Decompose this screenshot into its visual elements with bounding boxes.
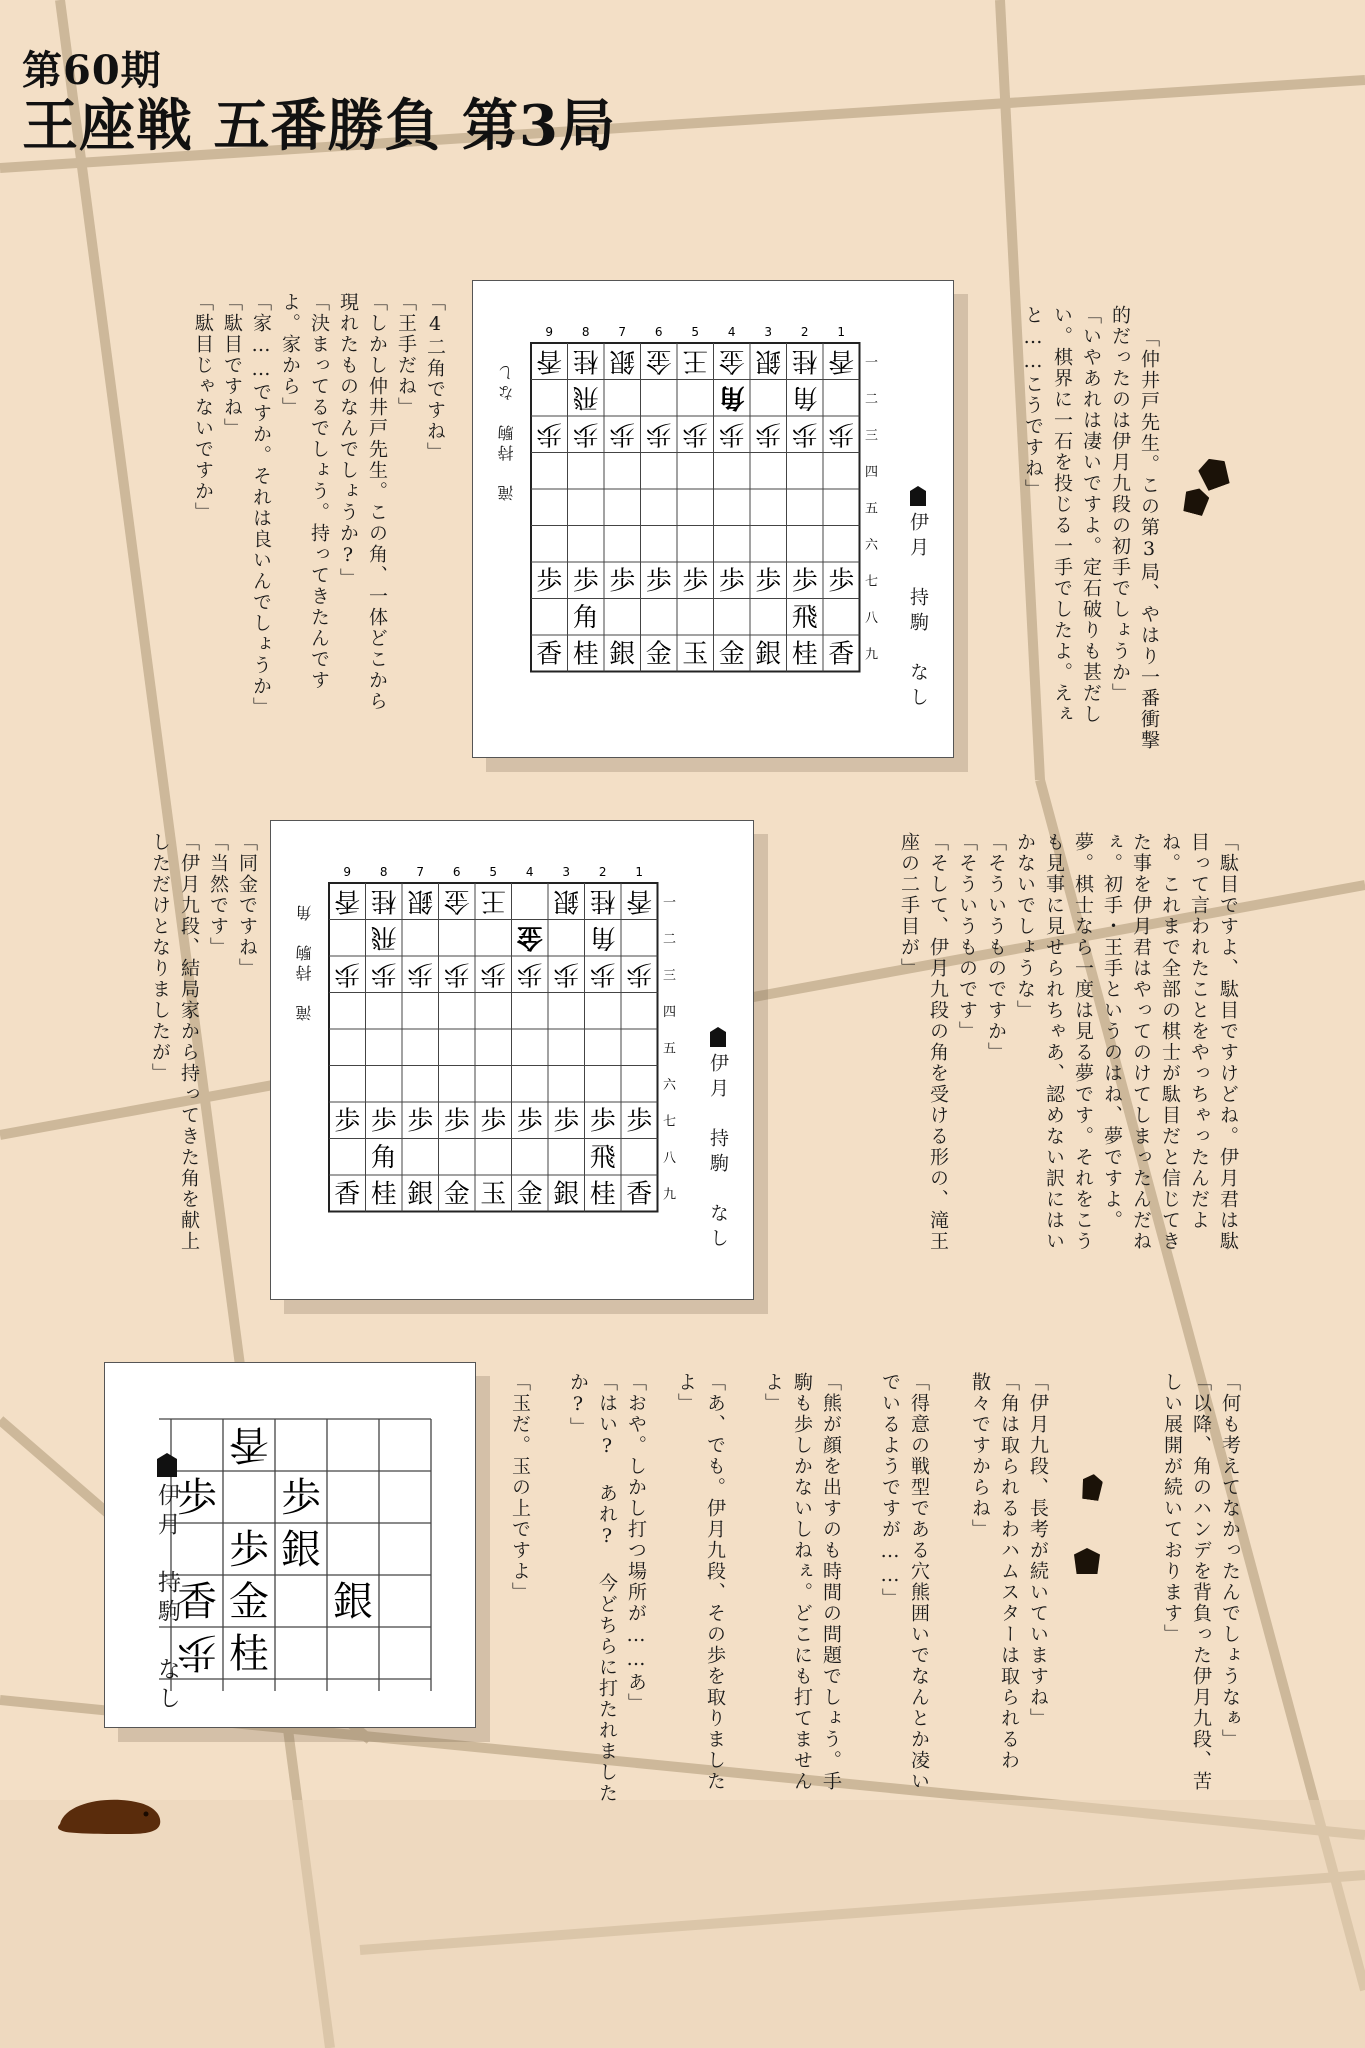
text-column: 「駄目じゃないですか」 bbox=[192, 292, 214, 523]
file-label: 4 bbox=[525, 865, 534, 879]
rank-label: 九 bbox=[662, 1187, 677, 1203]
sente-piece: 香 bbox=[536, 639, 563, 670]
sente-piece: 玉 bbox=[480, 1179, 507, 1210]
rank-label: 一 bbox=[662, 895, 677, 911]
gote-piece: 歩 bbox=[177, 1629, 217, 1675]
text-column: 「当然です」 bbox=[207, 832, 229, 958]
sente-piece: 桂 bbox=[791, 639, 818, 670]
text-column: でいるようですが……」 bbox=[879, 1372, 901, 1609]
text-column: と……こうですね」 bbox=[1022, 305, 1044, 500]
text-column: 「はい? あれ? 今どちらに打たれました bbox=[596, 1372, 618, 1804]
sente-piece: 角 bbox=[572, 602, 599, 633]
text-column: 「決まってるでしょう。持ってきたんです bbox=[308, 292, 330, 691]
text-column: 「家……ですか。それは良いんでしょうか」 bbox=[250, 292, 272, 718]
gote-piece: 香 bbox=[229, 1421, 269, 1467]
text-column: も見事に見せられちゃあ、認めない訳にはい bbox=[1043, 832, 1065, 1252]
file-label: 6 bbox=[452, 865, 461, 879]
file-label: 8 bbox=[581, 325, 590, 339]
text-column: 「4二角ですね」 bbox=[424, 292, 446, 463]
file-label: 9 bbox=[545, 325, 554, 339]
gote-piece: 歩 bbox=[536, 418, 563, 449]
piece-mark-icon bbox=[910, 486, 926, 506]
sente-piece: 銀 bbox=[553, 1179, 580, 1210]
text-column: しただけとなりましたが」 bbox=[149, 832, 171, 1084]
gote-piece: 歩 bbox=[682, 418, 709, 449]
text-column: 「駄目ですね」 bbox=[221, 292, 243, 439]
page-title bbox=[22, 48, 616, 158]
rank-label: 四 bbox=[662, 1004, 677, 1020]
gote-piece: 歩 bbox=[480, 958, 507, 989]
file-label: 7 bbox=[416, 865, 425, 879]
gote-piece: 飛 bbox=[370, 921, 397, 952]
text-column: 「熊が顔を出すのも時間の問題でしょう。手 bbox=[820, 1372, 842, 1792]
sente-piece: 香 bbox=[828, 639, 855, 670]
sente-piece: 銀 bbox=[281, 1527, 321, 1573]
text-column: 「あ、でも。伊月九段、その歩を取りました bbox=[704, 1372, 726, 1792]
sente-piece: 金 bbox=[229, 1579, 269, 1625]
shogi-board bbox=[329, 861, 677, 1241]
sente-piece: 飛 bbox=[589, 1142, 616, 1173]
gote-piece: 歩 bbox=[626, 958, 653, 989]
sente-piece: 歩 bbox=[480, 1106, 507, 1137]
board-diagram-2 bbox=[270, 820, 754, 1300]
sente-piece: 銀 bbox=[609, 639, 636, 670]
sente-piece: 歩 bbox=[281, 1475, 321, 1521]
gote-piece: 歩 bbox=[791, 418, 818, 449]
text-column: 散々ですからね」 bbox=[969, 1372, 991, 1540]
sente-piece: 歩 bbox=[334, 1106, 361, 1137]
text-column: かないでしょうな」 bbox=[1014, 832, 1036, 1021]
text-column: 「角は取られるわハムスターは取られるわ bbox=[998, 1372, 1020, 1771]
gote-piece: 歩 bbox=[572, 418, 599, 449]
rank-label: 四 bbox=[864, 464, 879, 480]
sente-piece: 金 bbox=[516, 1179, 543, 1210]
text-column: 「そういうものです」 bbox=[956, 832, 978, 1042]
sente-piece: 銀 bbox=[755, 639, 782, 670]
player-caption: 伊月 持駒 なし bbox=[705, 1027, 732, 1253]
text-column: た事を伊月君はやってのけてしまったんだね bbox=[1130, 832, 1152, 1252]
gote-piece: 歩 bbox=[645, 418, 672, 449]
sente-piece: 角 bbox=[370, 1142, 397, 1173]
opponent-caption: 滝 持駒 角 bbox=[295, 901, 314, 1021]
sente-piece: 歩 bbox=[516, 1106, 543, 1137]
text-column: 「おや。しかし打つ場所が……あ」 bbox=[625, 1372, 647, 1714]
text-column: 的だったのは伊月九段の初手でしょうか」 bbox=[1109, 305, 1131, 704]
sente-piece: 香 bbox=[177, 1579, 217, 1625]
gote-piece: 飛 bbox=[572, 381, 599, 412]
file-label: 3 bbox=[562, 865, 571, 879]
file-label: 3 bbox=[764, 325, 773, 339]
gote-piece: 歩 bbox=[609, 418, 636, 449]
text-column: 「仲井戸先生。この第3局、やはり一番衝撃 bbox=[1138, 328, 1160, 751]
gote-piece: 桂 bbox=[572, 345, 599, 376]
file-label: 4 bbox=[727, 325, 736, 339]
gote-piece: 歩 bbox=[589, 958, 616, 989]
gote-piece: 金 bbox=[645, 345, 672, 376]
sente-piece: 歩 bbox=[572, 566, 599, 597]
sente-piece: 歩 bbox=[443, 1106, 470, 1137]
rank-label: 一 bbox=[864, 355, 879, 371]
text-column: か?」 bbox=[567, 1372, 589, 1438]
file-label: 8 bbox=[379, 865, 388, 879]
text-column: 「伊月九段、長考が続いていますね」 bbox=[1027, 1372, 1049, 1729]
gote-piece: 歩 bbox=[407, 958, 434, 989]
sente-piece: 桂 bbox=[589, 1179, 616, 1210]
sente-piece: 歩 bbox=[682, 566, 709, 597]
sente-piece: 玉 bbox=[682, 639, 709, 670]
player-caption: 伊月 持駒 なし bbox=[151, 1453, 184, 1715]
gote-piece: 歩 bbox=[755, 418, 782, 449]
text-column: 「伊月九段、結局家から持ってきた角を献上 bbox=[178, 832, 200, 1252]
sente-piece: 歩 bbox=[407, 1106, 434, 1137]
sente-piece: 金 bbox=[645, 639, 672, 670]
sente-piece: 歩 bbox=[609, 566, 636, 597]
sente-piece: 歩 bbox=[755, 566, 782, 597]
text-column: 「そして、伊月九段の角を受ける形の、滝王 bbox=[927, 832, 949, 1252]
gote-piece: 香 bbox=[536, 345, 563, 376]
text-column: 座の二手目が」 bbox=[898, 832, 920, 979]
gote-piece: 歩 bbox=[828, 418, 855, 449]
text-column: 夢。棋士なら一度は見る夢です。それをこう bbox=[1072, 832, 1094, 1252]
sente-piece: 金 bbox=[443, 1179, 470, 1210]
sente-piece: 香 bbox=[626, 1179, 653, 1210]
gote-piece: 歩 bbox=[718, 418, 745, 449]
text-column: 「何も考えてなかったんでしょうなぁ」 bbox=[1219, 1372, 1241, 1750]
gote-piece: 歩 bbox=[370, 958, 397, 989]
sente-piece: 歩 bbox=[718, 566, 745, 597]
rank-label: 八 bbox=[662, 1150, 677, 1166]
board-diagram-1 bbox=[472, 280, 954, 758]
rank-label: 九 bbox=[864, 647, 879, 663]
text-column: しい展開が続いております」 bbox=[1161, 1372, 1183, 1645]
text-column: ね。これまで全部の棋士が駄目だと信じてき bbox=[1159, 832, 1181, 1252]
gote-piece: 桂 bbox=[370, 885, 397, 916]
file-label: 1 bbox=[635, 865, 644, 879]
gote-piece: 香 bbox=[334, 885, 361, 916]
sente-piece: 香 bbox=[334, 1179, 361, 1210]
gote-piece: 歩 bbox=[553, 958, 580, 989]
text-column: い。棋界に一石を投じる一手でしたよ。えぇ bbox=[1051, 305, 1073, 725]
rank-label: 二 bbox=[864, 391, 879, 407]
gote-piece: 歩 bbox=[516, 958, 543, 989]
file-label: 2 bbox=[800, 325, 809, 339]
text-column: 「しかし仲井戸先生。この角、一体どこから bbox=[366, 292, 388, 712]
sente-piece: 歩 bbox=[589, 1106, 616, 1137]
opponent-caption: 滝 持駒 なし bbox=[497, 361, 516, 501]
rank-label: 三 bbox=[662, 968, 677, 984]
gote-piece: 金 bbox=[516, 921, 543, 952]
gote-piece: 桂 bbox=[589, 885, 616, 916]
sente-piece: 歩 bbox=[645, 566, 672, 597]
rank-label: 六 bbox=[662, 1077, 677, 1093]
text-column: 「玉だ。玉の上ですよ」 bbox=[509, 1372, 531, 1603]
piece-mark-icon bbox=[710, 1027, 726, 1047]
file-label: 5 bbox=[691, 325, 700, 339]
hamster-icon bbox=[56, 1790, 166, 1838]
sente-piece: 歩 bbox=[229, 1527, 269, 1573]
piece-mark-icon bbox=[157, 1453, 177, 1477]
sente-piece: 歩 bbox=[553, 1106, 580, 1137]
text-column: 駒も歩しかないしねぇ。どこにも打てません bbox=[791, 1372, 813, 1792]
rank-label: 二 bbox=[662, 931, 677, 947]
file-label: 1 bbox=[837, 325, 846, 339]
gote-piece: 角 bbox=[589, 921, 616, 952]
sente-piece: 歩 bbox=[177, 1475, 217, 1521]
text-column: ぇ。初手・王手というのはね、夢ですよ。 bbox=[1101, 832, 1123, 1231]
file-label: 5 bbox=[489, 865, 498, 879]
rank-label: 五 bbox=[864, 501, 879, 517]
shogi-board-fragment bbox=[151, 1411, 431, 1701]
gote-piece: 香 bbox=[828, 345, 855, 376]
file-label: 6 bbox=[654, 325, 663, 339]
rank-label: 七 bbox=[864, 574, 879, 590]
gote-piece: 歩 bbox=[334, 958, 361, 989]
gote-piece: 桂 bbox=[791, 345, 818, 376]
gote-piece: 王 bbox=[480, 885, 507, 916]
gote-piece: 銀 bbox=[407, 885, 434, 916]
rank-label: 六 bbox=[864, 537, 879, 553]
gote-piece: 王 bbox=[682, 345, 709, 376]
text-column: 「いやあれは凄いですよ。定石破りも甚だし bbox=[1080, 305, 1102, 725]
file-label: 2 bbox=[598, 865, 607, 879]
gote-piece: 金 bbox=[443, 885, 470, 916]
sente-piece: 歩 bbox=[791, 566, 818, 597]
rank-label: 八 bbox=[864, 610, 879, 626]
text-column: 「以降、角のハンデを背負った伊月九段、苦 bbox=[1190, 1372, 1212, 1792]
sente-piece: 金 bbox=[718, 639, 745, 670]
file-label: 9 bbox=[343, 865, 352, 879]
gote-piece: 金 bbox=[718, 345, 745, 376]
title-match: 王座戦 五番勝負 第3局 bbox=[22, 93, 616, 159]
text-column: 「王手だね」 bbox=[395, 292, 417, 418]
text-column: 「同金ですね」 bbox=[236, 832, 258, 979]
sente-piece: 銀 bbox=[333, 1579, 373, 1625]
text-column: 「そういうものですか」 bbox=[985, 832, 1007, 1063]
sente-piece: 飛 bbox=[791, 602, 818, 633]
sente-piece: 歩 bbox=[626, 1106, 653, 1137]
gote-piece: 角 bbox=[791, 381, 818, 412]
board-diagram-3 bbox=[104, 1362, 476, 1728]
sente-piece: 桂 bbox=[572, 639, 599, 670]
shogi-board bbox=[531, 321, 879, 701]
rank-label: 三 bbox=[864, 428, 879, 444]
title-term: 第60期 bbox=[22, 47, 162, 94]
text-column: よ。家から」 bbox=[279, 292, 301, 418]
text-column: よ」 bbox=[762, 1372, 784, 1414]
gote-piece: 銀 bbox=[553, 885, 580, 916]
gote-piece: 香 bbox=[626, 885, 653, 916]
file-label: 7 bbox=[618, 325, 627, 339]
sente-piece: 銀 bbox=[407, 1179, 434, 1210]
gote-piece: 銀 bbox=[755, 345, 782, 376]
rank-label: 五 bbox=[662, 1041, 677, 1057]
sente-piece: 桂 bbox=[229, 1631, 269, 1677]
gote-piece: 歩 bbox=[443, 958, 470, 989]
text-column: 「駄目ですよ、駄目ですけどね。伊月君は駄 bbox=[1217, 832, 1239, 1252]
sente-piece: 歩 bbox=[828, 566, 855, 597]
sente-piece: 桂 bbox=[370, 1179, 397, 1210]
text-column: 「得意の戦型である穴熊囲いでなんとか凌い bbox=[908, 1372, 930, 1792]
text-column: 目って言われたことをやっちゃったんだよ bbox=[1188, 832, 1210, 1231]
sente-piece: 歩 bbox=[370, 1106, 397, 1137]
gote-piece: 銀 bbox=[609, 345, 636, 376]
gote-piece: 角 bbox=[718, 381, 745, 412]
rank-label: 七 bbox=[662, 1114, 677, 1130]
text-column: 現れたものなんでしょうか?」 bbox=[337, 292, 359, 589]
sente-piece: 歩 bbox=[536, 566, 563, 597]
player-caption: 伊月 持駒 なし bbox=[905, 486, 932, 712]
text-column: よ」 bbox=[675, 1372, 697, 1414]
